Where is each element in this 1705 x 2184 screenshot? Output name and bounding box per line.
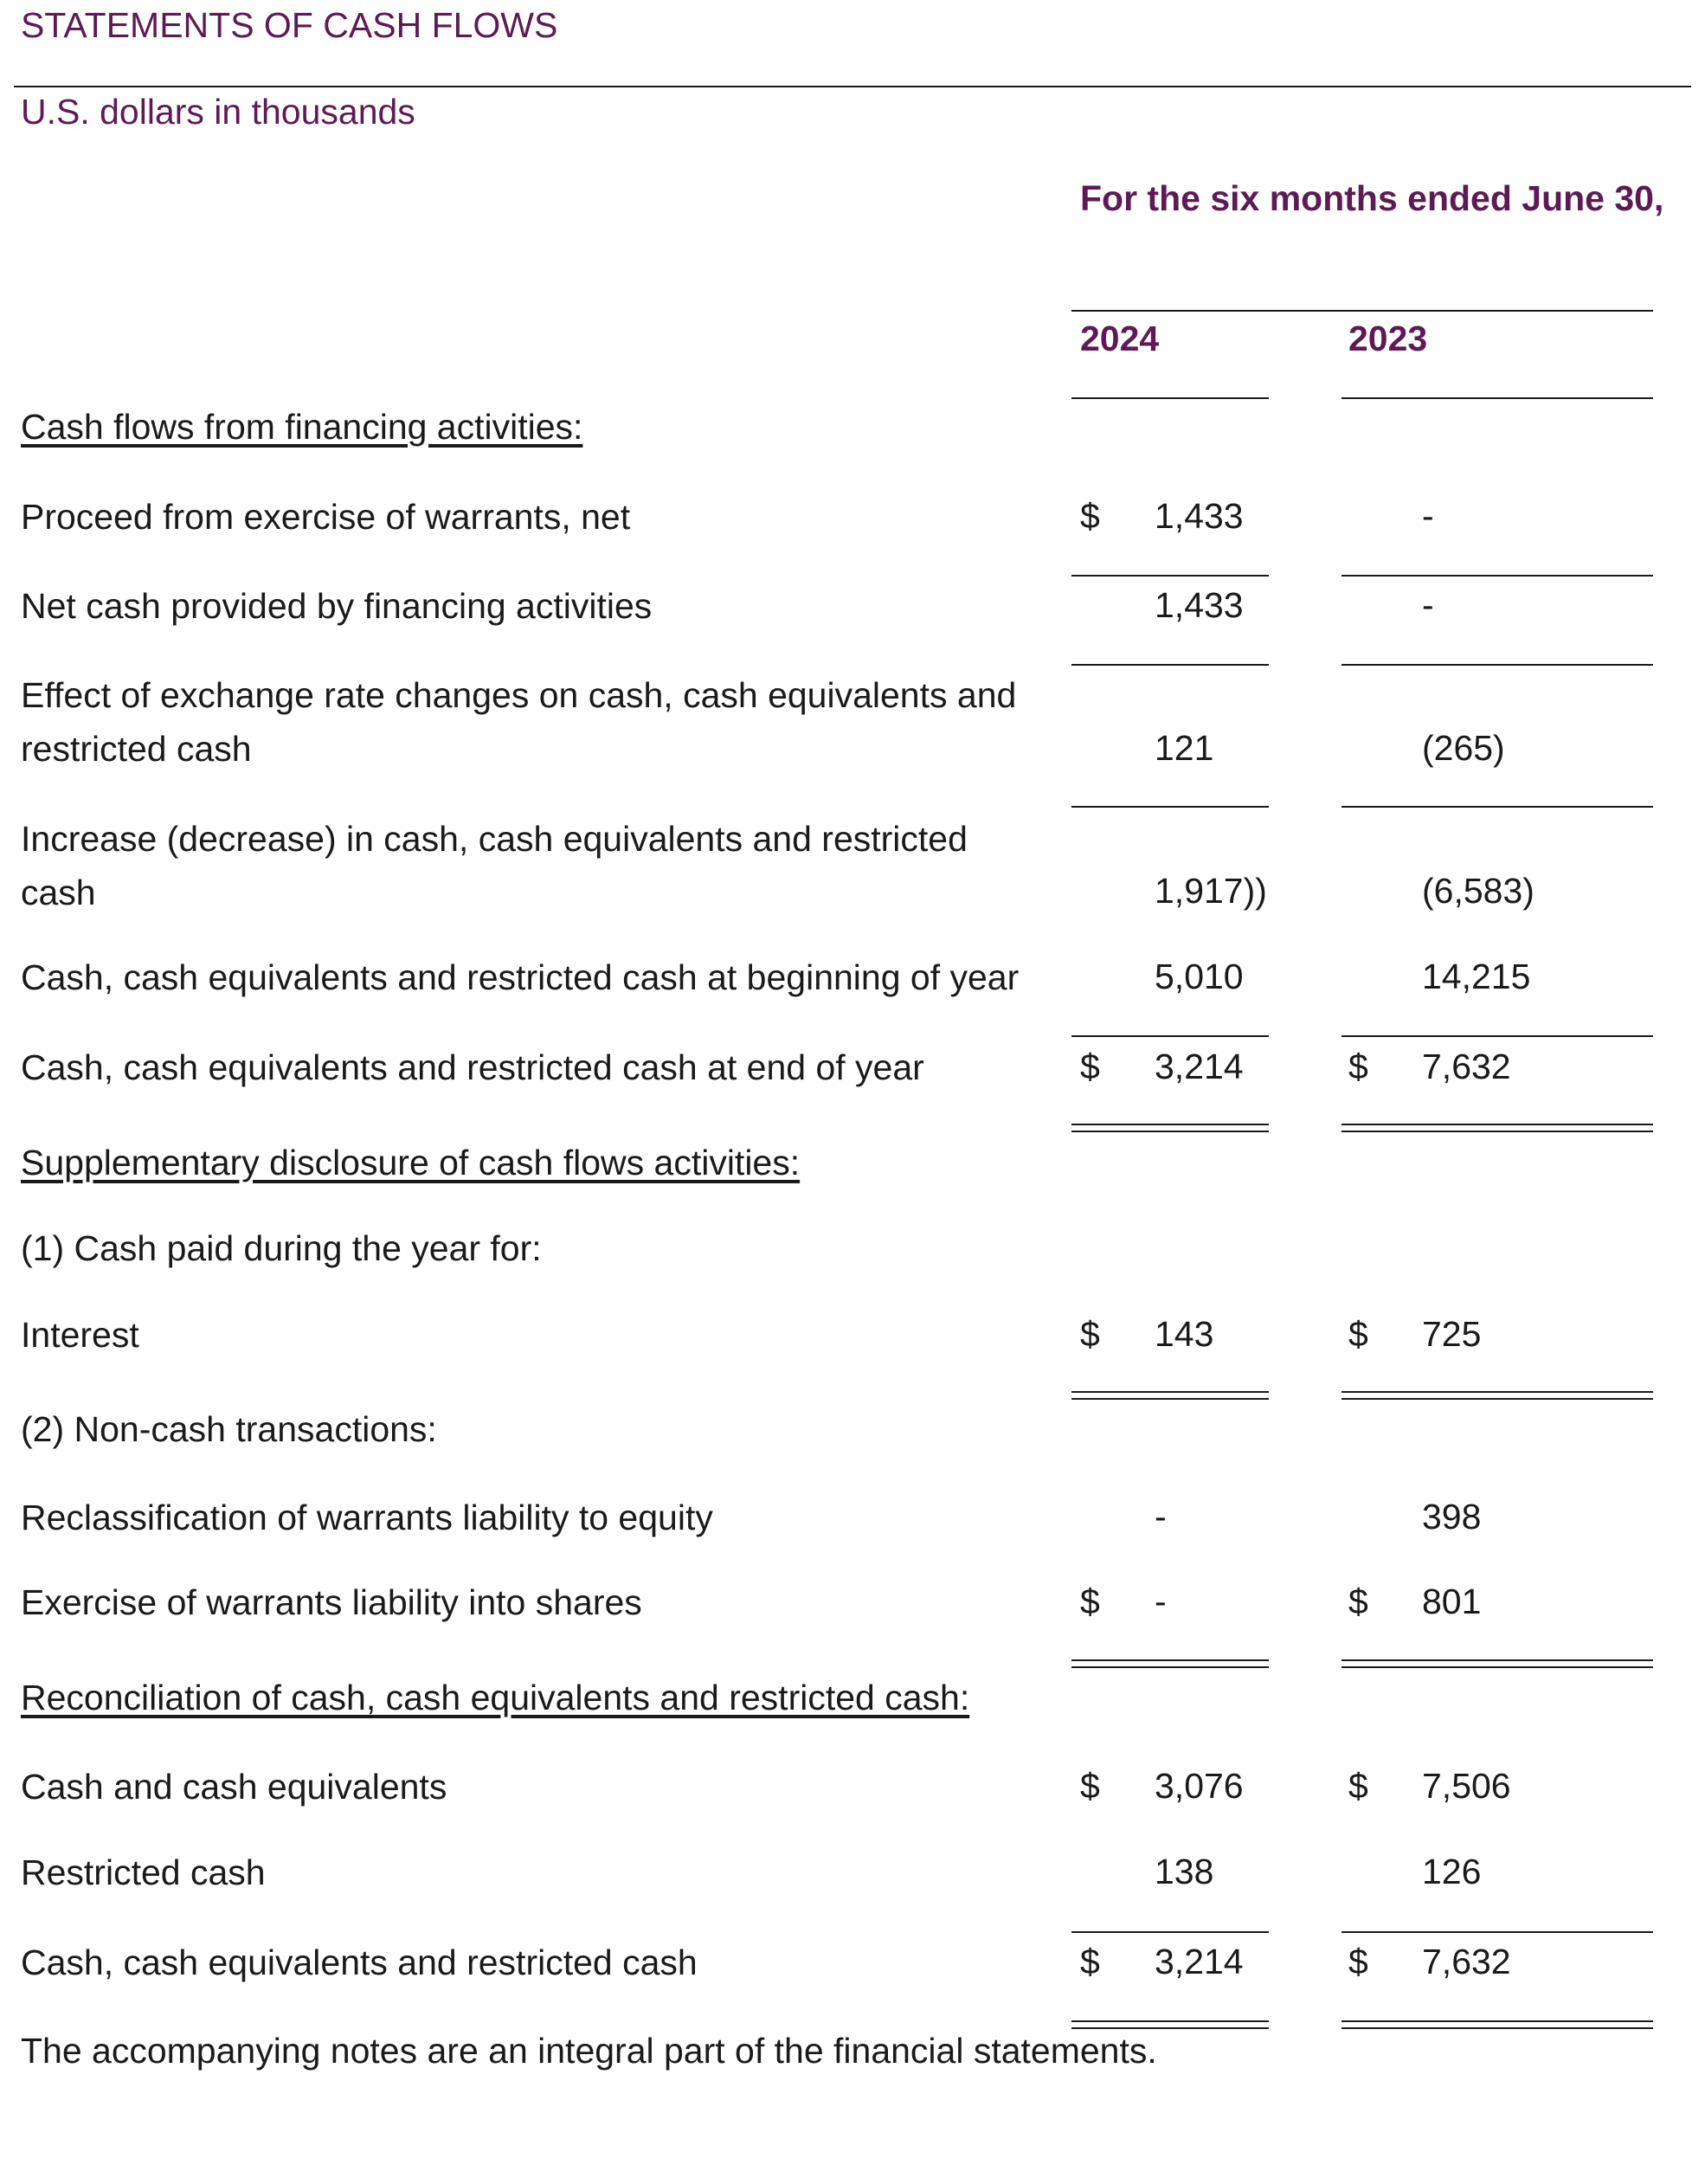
subtotal-rule [1071, 664, 1269, 666]
cce-value-2023: 7,506 [1422, 1766, 1511, 1806]
currency-symbol: $ [1348, 1582, 1368, 1621]
title-divider [14, 86, 1691, 87]
column-header-2024: 2024 [1080, 319, 1160, 358]
net-financing-value-2024: 1,433 [1155, 585, 1244, 625]
change-label: Increase (decrease) in cash, cash equivalents and restricted cash [21, 819, 968, 912]
fx-value-2024: 121 [1155, 728, 1214, 768]
begin-value-2024: 5,010 [1155, 957, 1244, 996]
period-underline [1071, 310, 1653, 312]
end-value-2023: 7,632 [1422, 1047, 1511, 1086]
currency-symbol: $ [1080, 1314, 1100, 1354]
subtotal-rule [1071, 1931, 1269, 1933]
subtotal-rule [1341, 806, 1653, 808]
currency-symbol: $ [1080, 1766, 1100, 1806]
total-double-rule [1341, 1124, 1653, 1132]
change-value-2023: (6,583) [1422, 871, 1534, 911]
begin-value-2023: 14,215 [1422, 957, 1531, 996]
currency-symbol: $ [1348, 1314, 1368, 1354]
subtotal-rule [1341, 1035, 1653, 1037]
period-heading: For the six months ended June 30, [1080, 178, 1664, 218]
currency-unit: U.S. dollars in thousands [21, 92, 415, 132]
subtotal-rule [1341, 1931, 1653, 1933]
column-rule-2024 [1071, 397, 1269, 399]
supplementary-heading: Supplementary disclosure of cash flows activities: [21, 1143, 801, 1182]
total-double-rule [1071, 2020, 1269, 2029]
net-financing-value-2023: - [1422, 585, 1434, 625]
reconciliation-heading: Reconciliation of cash, cash equivalents and restricted cash: [21, 1678, 970, 1717]
restricted-label: Restricted cash [21, 1852, 266, 1892]
total-double-rule [1341, 2020, 1653, 2029]
currency-symbol: $ [1348, 1047, 1368, 1086]
subtotal-rule [1071, 1035, 1269, 1037]
interest-label: Interest [21, 1315, 139, 1355]
total-value-2024: 3,214 [1155, 1942, 1244, 1981]
warrants-label: Proceed from exercise of warrants, net [21, 497, 631, 537]
column-rule-2023 [1341, 397, 1653, 399]
fx-label: Effect of exchange rate changes on cash, cash equivalents and restricted cash [21, 675, 1017, 769]
currency-symbol: $ [1080, 1047, 1100, 1086]
footnote: The accompanying notes are an integral part of the financial statements. [21, 2031, 1157, 2071]
subtotal-rule [1071, 806, 1269, 808]
currency-symbol: $ [1348, 1766, 1368, 1806]
total-double-rule [1341, 1391, 1653, 1400]
currency-symbol: $ [1348, 1942, 1368, 1981]
total-double-rule [1071, 1391, 1269, 1400]
currency-symbol: $ [1080, 1582, 1100, 1621]
total-value-2023: 7,632 [1422, 1942, 1511, 1981]
cash-paid-label: (1) Cash paid during the year for: [21, 1228, 542, 1268]
end-label: Cash, cash equivalents and restricted cash at end of year [21, 1047, 924, 1087]
exercise-label: Exercise of warrants liability into shares [21, 1582, 642, 1622]
noncash-label: (2) Non-cash transactions: [21, 1409, 437, 1449]
exercise-value-2023: 801 [1422, 1582, 1482, 1621]
interest-value-2023: 725 [1422, 1314, 1482, 1354]
net-financing-label: Net cash provided by financing activities [21, 586, 653, 626]
end-value-2024: 3,214 [1155, 1047, 1244, 1086]
change-value-2024: 1,917)) [1155, 871, 1267, 911]
currency-symbol: $ [1080, 496, 1100, 536]
restricted-value-2024: 138 [1155, 1852, 1214, 1891]
total-double-rule [1071, 1124, 1269, 1132]
cce-label: Cash and cash equivalents [21, 1767, 447, 1807]
total-double-rule [1071, 1659, 1269, 1668]
restricted-value-2023: 126 [1422, 1852, 1482, 1891]
warrants-value-2024: 1,433 [1155, 496, 1244, 536]
currency-symbol: $ [1080, 1942, 1100, 1981]
reclass-value-2024: - [1155, 1497, 1167, 1537]
statement-title: STATEMENTS OF CASH FLOWS [21, 5, 558, 45]
total-label: Cash, cash equivalents and restricted cash [21, 1942, 698, 1982]
total-double-rule [1341, 1659, 1653, 1668]
subtotal-rule [1341, 575, 1653, 577]
exercise-value-2024: - [1155, 1582, 1167, 1621]
begin-label: Cash, cash equivalents and restricted cash at beginning of year [21, 957, 1020, 997]
subtotal-rule [1341, 664, 1653, 666]
warrants-value-2023: - [1422, 496, 1434, 536]
financing-heading: Cash flows from financing activities: [21, 407, 583, 447]
fx-value-2023: (265) [1422, 728, 1505, 768]
reclass-label: Reclassification of warrants liability to equity [21, 1498, 713, 1537]
interest-value-2024: 143 [1155, 1314, 1214, 1354]
cce-value-2024: 3,076 [1155, 1766, 1244, 1806]
column-header-2023: 2023 [1348, 319, 1428, 358]
reclass-value-2023: 398 [1422, 1497, 1482, 1537]
subtotal-rule [1071, 575, 1269, 577]
